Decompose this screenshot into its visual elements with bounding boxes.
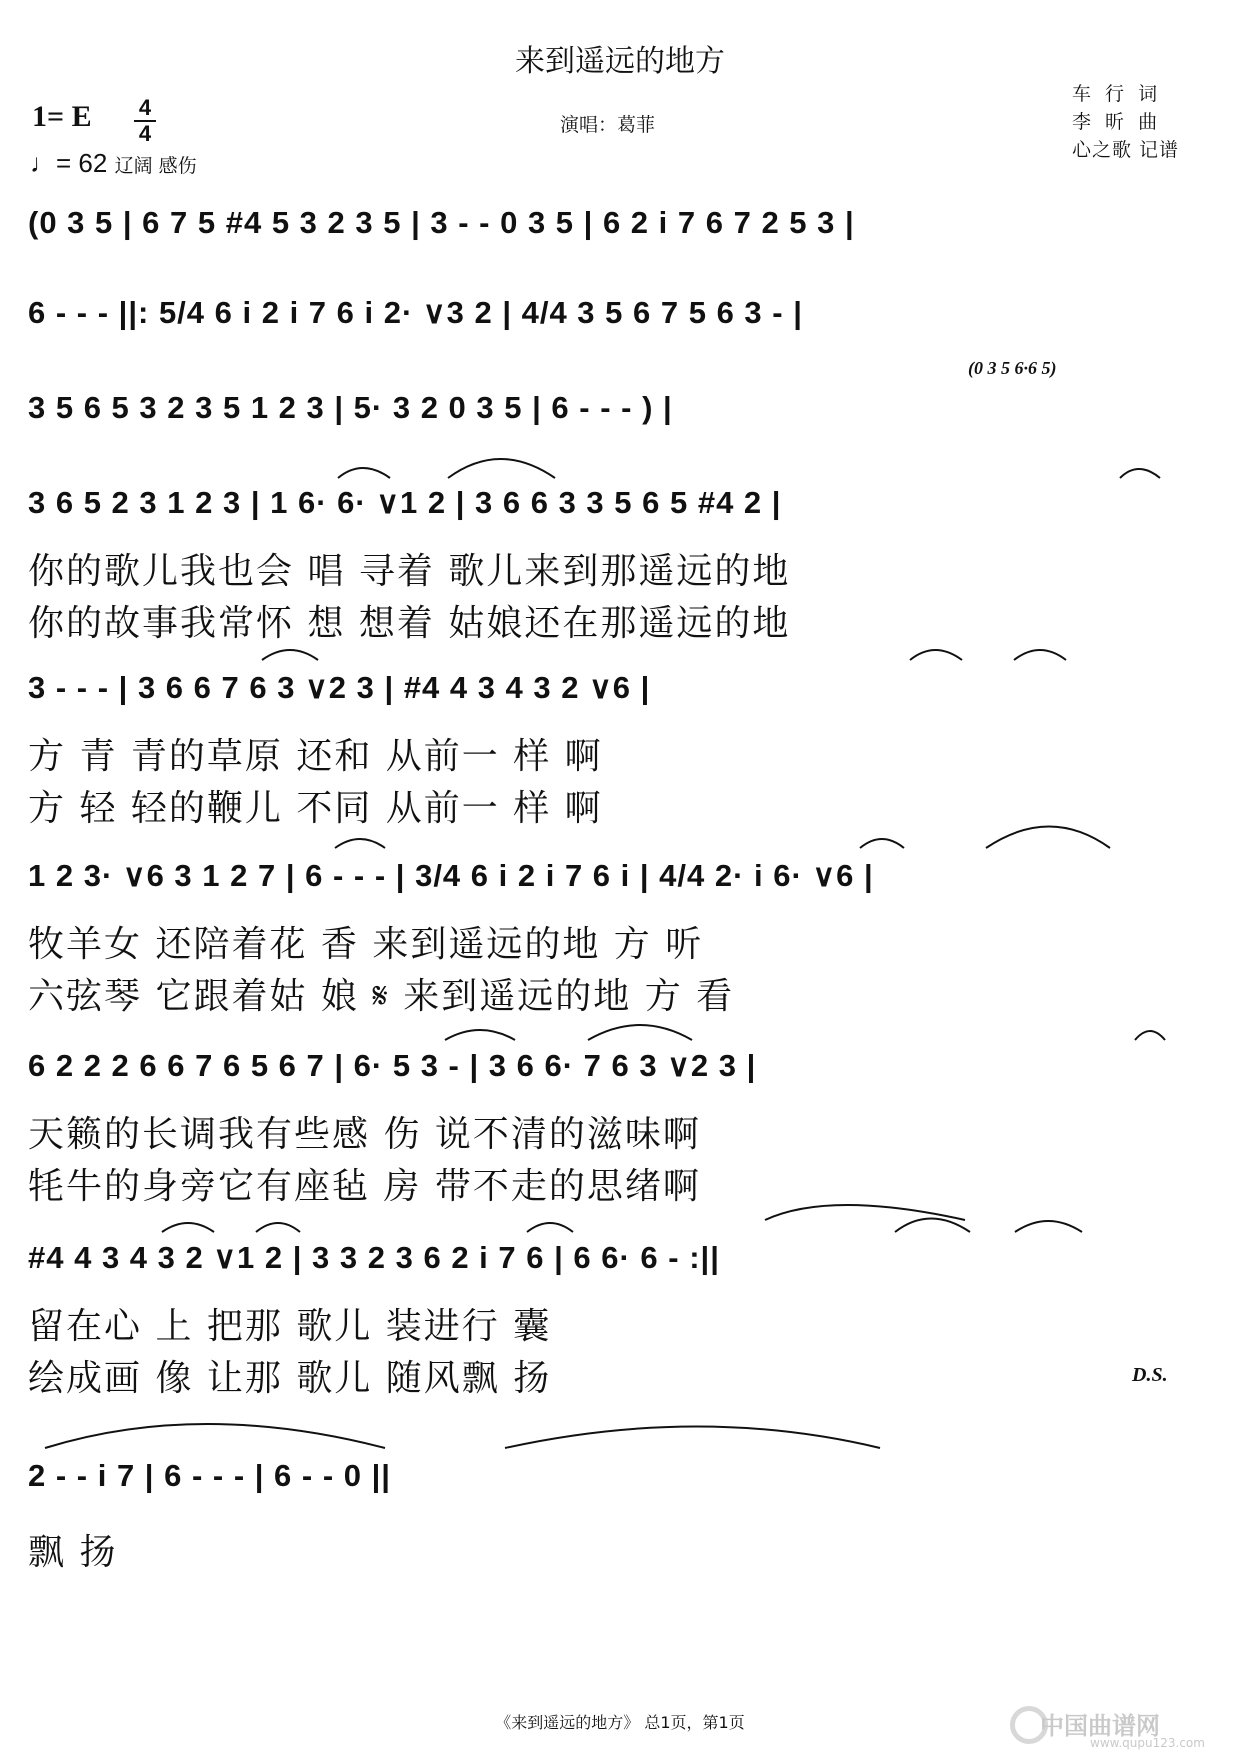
transcriber-credit: 心之歌 记谱	[1072, 139, 1180, 161]
notes: 3 - - - | 3 6 6 7 6 3 ∨2 3 | #4 4 3 4 3 2 ∨6 |	[28, 670, 651, 705]
credits	[1072, 80, 1179, 164]
lyric-verse-2: 六弦琴 它跟着姑 娘 𝄋 来到遥远的地 方 看	[28, 976, 735, 1017]
lyric-verse-2: 牦牛的身旁它有座毡 房 带不走的思绪啊	[28, 1166, 701, 1207]
slur	[162, 1223, 214, 1232]
lyric-verse-1: 留在心 上 把那 歌儿 装进行 囊	[28, 1306, 552, 1347]
slur	[45, 1424, 385, 1448]
slur	[338, 468, 390, 478]
notes: 3 5 6 5 3 2 3 5 1 2 3 | 5· 3 2 0 3 5 | 6 - - - ) |	[28, 390, 673, 425]
slur	[448, 459, 555, 478]
notes: 3 6 5 2 3 1 2 3 | 1 6· 6· ∨1 2 | 3 6 6 3 3 5 6 5 #4 2 |	[28, 485, 782, 520]
time-signature	[134, 96, 156, 146]
lyric-verse-2: 绘成画 像 让那 歌儿 随风飘 扬	[28, 1358, 552, 1399]
lyric-verse-1: 方 青 青的草原 还和 从前一 样 啊	[28, 736, 603, 777]
notes: #4 4 3 4 3 2 ∨1 2 | 3 3 2 3 6 2 i 7 6 | 6 6· 6 - :||	[28, 1240, 720, 1275]
slur	[445, 1030, 515, 1040]
slur	[1135, 1031, 1165, 1040]
lyric-verse-1: 飘 扬	[28, 1532, 118, 1573]
watermark-name: 中国曲谱网	[1040, 1712, 1160, 1740]
notes: 1 2 3· ∨6 3 1 2 7 | 6 - - - | 3/4 6 i 2 i 7 6 i | 4/4 2· i 6· ∨6 |	[28, 858, 874, 893]
slur	[910, 650, 962, 660]
lyric-verse-1: 天籁的长调我有些感 伤 说不清的滋味啊	[28, 1114, 701, 1155]
lyricist-credit: 车 行 词	[1072, 83, 1162, 105]
slur	[505, 1427, 880, 1449]
tempo-value: ♩= 62	[30, 148, 108, 178]
slur	[256, 1223, 300, 1232]
slur	[527, 1223, 573, 1232]
watermark-url: www.qupu123.com	[1090, 1736, 1205, 1750]
slur	[1015, 1221, 1082, 1232]
lyric-verse-2: 你的故事我常怀 想 想着 姑娘还在那遥远的地	[28, 603, 791, 644]
key-signature: 1= E	[32, 100, 92, 133]
notes: 6 - - - ||: 5/4 6 i 2 i 7 6 i 2· ∨3 2 | 4/4 3 5 6 7 5 6 3 - |	[28, 295, 803, 330]
song-title: 来到遥远的地方	[515, 44, 725, 79]
ds-marking: D.S.	[1132, 1364, 1168, 1386]
tempo-marking	[30, 148, 197, 179]
slur	[895, 1219, 970, 1233]
lyric-verse-2: 方 轻 轻的鞭儿 不同 从前一 样 啊	[28, 788, 603, 829]
notes: (0 3 5 | 6 7 5 #4 5 3 2 3 5 | 3 - - 0 3 5 | 6 2 i 7 6 7 2 5 3 |	[28, 205, 855, 240]
slur	[262, 650, 318, 660]
slur	[335, 839, 385, 848]
notes: 6 2 2 2 6 6 7 6 5 6 7 | 6· 5 3 - | 3 6 6· 7 6 3 ∨2 3 |	[28, 1048, 757, 1083]
intro-aside: (0 3 5 6·6 5)	[968, 358, 1057, 378]
slur	[860, 839, 904, 848]
lyric-verse-1: 牧羊女 还陪着花 香 来到遥远的地 方 听	[28, 924, 704, 965]
slur	[1120, 469, 1160, 478]
singer-credit: 演唱：葛菲	[560, 114, 656, 136]
lyric-verse-1: 你的歌儿我也会 唱 寻着 歌儿来到那遥远的地	[28, 551, 791, 592]
time-signature-numerator: 4	[138, 95, 152, 120]
mood-marking: 辽阔 感伤	[114, 155, 197, 177]
time-signature-denominator: 4	[138, 121, 152, 146]
page-footer: 《来到遥远的地方》 总1页，第1页	[495, 1713, 745, 1732]
slur	[588, 1025, 692, 1040]
composer-credit: 李 昕 曲	[1072, 111, 1162, 133]
notes: 2 - - i 7 | 6 - - - | 6 - - 0 ||	[28, 1458, 391, 1493]
slur	[1014, 650, 1066, 660]
